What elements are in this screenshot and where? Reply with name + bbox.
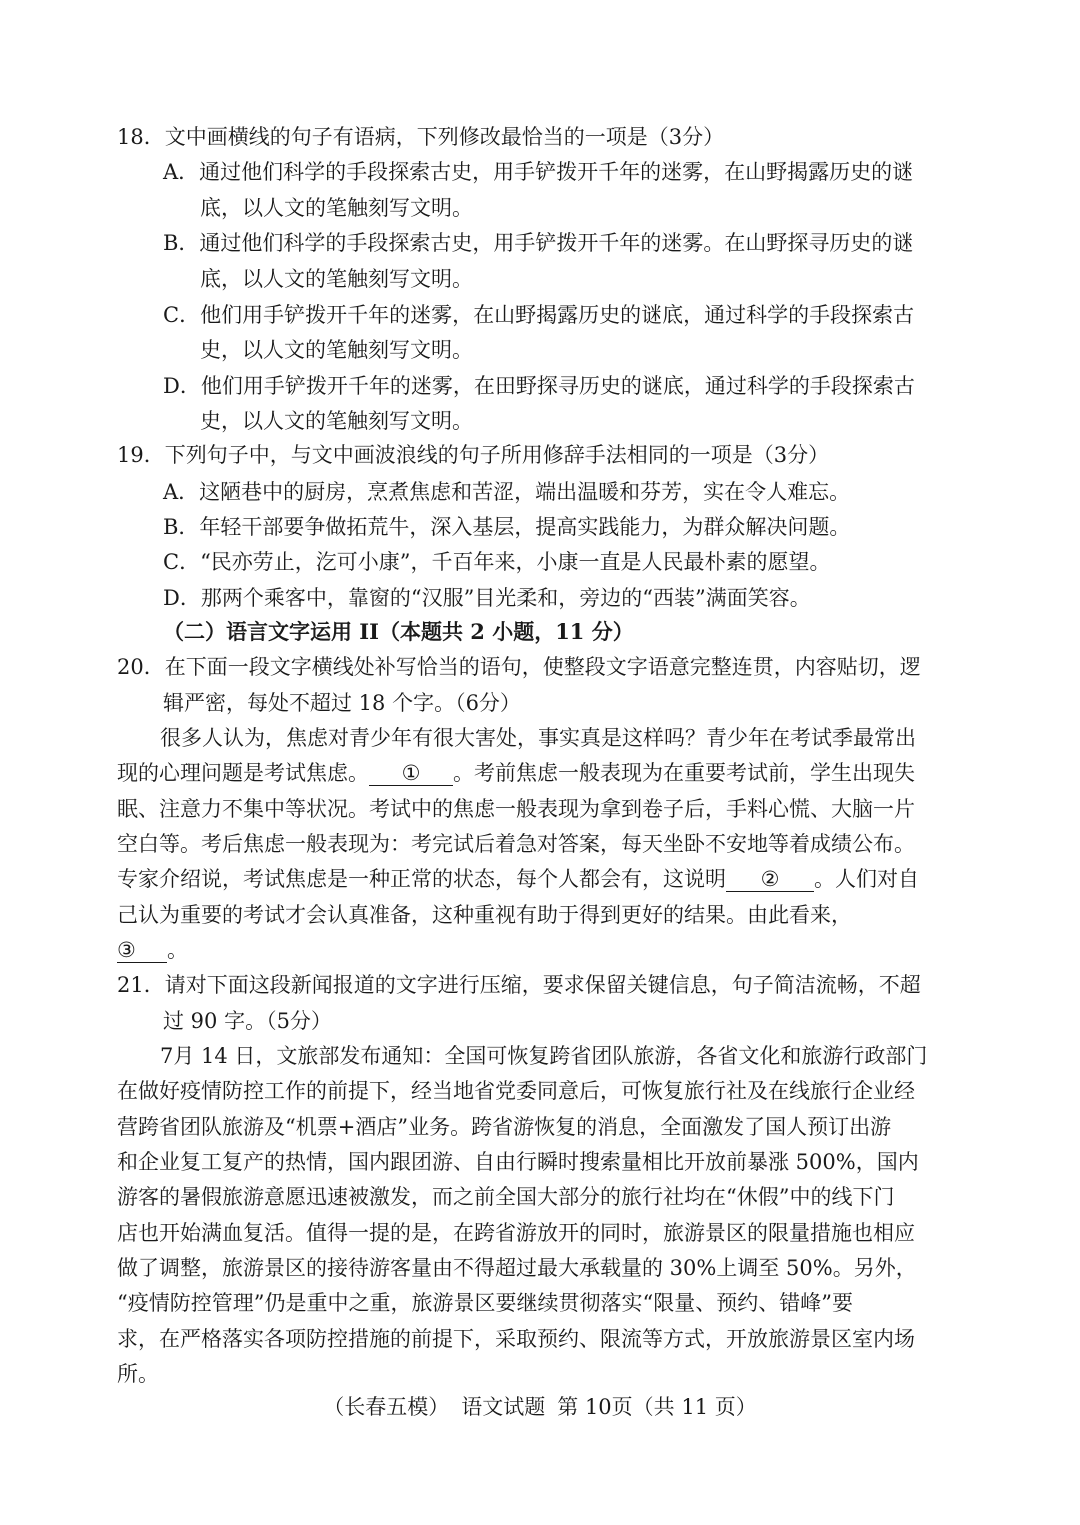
q21-passage-line4: 和企业复工复产的热情，国内跟团游、自由行瞬时搜索量相比开放前暴涨 500%，国内	[117, 1150, 919, 1174]
blank-1[interactable]: ①	[369, 761, 453, 786]
q21-passage-line1: 7月 14 日，文旅部发布通知：全国可恢复跨省团队旅游，各省文化和旅游行政部门	[160, 1044, 928, 1068]
q20-passage-line7-b: 。	[167, 938, 188, 962]
q20-passage-line2	[117, 758, 915, 788]
q21-passage-line10: 所。	[117, 1362, 159, 1386]
q18-option-b-line2: 底，以人文的笔触刻写文明。	[200, 267, 473, 291]
q18-option-a-line1: A．通过他们科学的手段探索古史，用手铲拨开千年的迷雾，在山野揭露历史的谜	[163, 160, 914, 184]
q21-passage-line9: 求，在严格落实各项防控措施的前提下，采取预约、限流等方式，开放旅游景区室内场	[117, 1327, 915, 1351]
footer-page-number: 第 10页（共 11 页）	[557, 1395, 757, 1419]
q19-option-b: B．年轻干部要争做拓荒牛，深入基层，提高实践能力，为群众解决问题。	[163, 515, 851, 539]
q19-option-c: C．“民亦劳止，汔可小康”，千百年来，小康一直是人民最朴素的愿望。	[163, 550, 831, 574]
q21-passage-line8: “疫情防控管理”仍是重中之重，旅游景区要继续贯彻落实“限量、预约、错峰”要	[117, 1291, 853, 1315]
q20-stem-line1: 20．在下面一段文字横线处补写恰当的语句，使整段文字语意完整连贯，内容贴切，逻	[117, 655, 921, 679]
q21-passage-line6: 店也开始满血复活。值得一提的是，在跨省游放开的同时，旅游景区的限量措施也相应	[117, 1221, 915, 1245]
q18-option-a-line2: 底，以人文的笔触刻写文明。	[200, 196, 473, 220]
q20-passage-line2-a: 现的心理问题是考试焦虑。	[117, 761, 369, 785]
q18-stem: 18．文中画横线的句子有语病，下列修改最恰当的一项是（3分）	[117, 125, 725, 149]
q20-passage-line1: 很多人认为，焦虑对青少年有很大害处，事实真是这样吗？青少年在考试季最常出	[160, 726, 916, 750]
footer-subject: 语文试题	[461, 1395, 546, 1419]
q20-stem-line2: 辑严密，每处不超过 18 个字。（6分）	[163, 691, 521, 715]
q21-passage-line5: 游客的暑假旅游意愿迅速被激发，而之前全国大部分的旅行社均在“休假”中的线下门	[117, 1185, 895, 1209]
footer-exam-name: （长春五模）	[323, 1395, 450, 1419]
section-heading: （二）语言文字运用 II（本题共 2 小题，11 分）	[163, 619, 634, 644]
q19-option-a: A．这陋巷中的厨房，烹煮焦虑和苦涩，端出温暖和芬芳，实在令人难忘。	[163, 480, 851, 504]
q18-option-d-line2: 史，以人文的笔触刻写文明。	[200, 409, 473, 433]
q18-option-d-line1: D．他们用手铲拨开千年的迷雾，在田野探寻历史的谜底，通过科学的手段探索古	[163, 374, 915, 398]
q20-passage-line5-a: 专家介绍说，考试焦虑是一种正常的状态，每个人都会有，这说明	[117, 867, 726, 891]
q20-passage-line5	[117, 864, 919, 894]
q20-passage-line6: 己认为重要的考试才会认真准备，这种重视有助于得到更好的结果。由此看来，	[117, 903, 852, 927]
q21-stem-line1: 21．请对下面这段新闻报道的文字进行压缩，要求保留关键信息，句子简洁流畅，不超	[117, 973, 921, 997]
blank-2[interactable]: ②	[726, 867, 814, 892]
q18-option-c-line1: C．他们用手铲拨开千年的迷雾，在山野揭露历史的谜底，通过科学的手段探索古	[163, 303, 915, 327]
q21-passage-line7: 做了调整，旅游景区的接待游客量由不得超过最大承载量的 30%上调至 50%。另外，	[117, 1256, 917, 1280]
blank-3[interactable]: ③	[117, 938, 167, 963]
q20-passage-line5-b: 。人们对自	[814, 867, 919, 891]
q20-passage-line4: 空白等。考后焦虑一般表现为：考完试后着急对答案，每天坐卧不安地等着成绩公布。	[117, 832, 915, 856]
page-footer	[0, 1392, 1080, 1422]
q21-passage-line2: 在做好疫情防控工作的前提下，经当地省党委同意后，可恢复旅行社及在线旅行企业经	[117, 1079, 915, 1103]
q20-passage-line7	[117, 935, 188, 965]
q18-option-c-line2: 史，以人文的笔触刻写文明。	[200, 338, 473, 362]
q19-option-d: D．那两个乘客中，靠窗的“汉服”目光柔和，旁边的“西装”满面笑容。	[163, 586, 811, 610]
q21-passage-line3: 营跨省团队旅游及“机票+酒店”业务。跨省游恢复的消息，全面激发了国人预订出游	[117, 1115, 892, 1139]
q21-stem-line2: 过 90 字。（5分）	[163, 1009, 332, 1033]
q19-stem: 19．下列句子中，与文中画波浪线的句子所用修辞手法相同的一项是（3分）	[117, 443, 830, 467]
q20-passage-line2-b: 。考前焦虑一般表现为在重要考试前，学生出现失	[453, 761, 915, 785]
q20-passage-line3: 眠、注意力不集中等状况。考试中的焦虑一般表现为拿到卷子后，手料心慌、大脑一片	[117, 797, 915, 821]
q18-option-b-line1: B．通过他们科学的手段探索古史，用手铲拨开千年的迷雾。在山野探寻历史的谜	[163, 231, 914, 255]
